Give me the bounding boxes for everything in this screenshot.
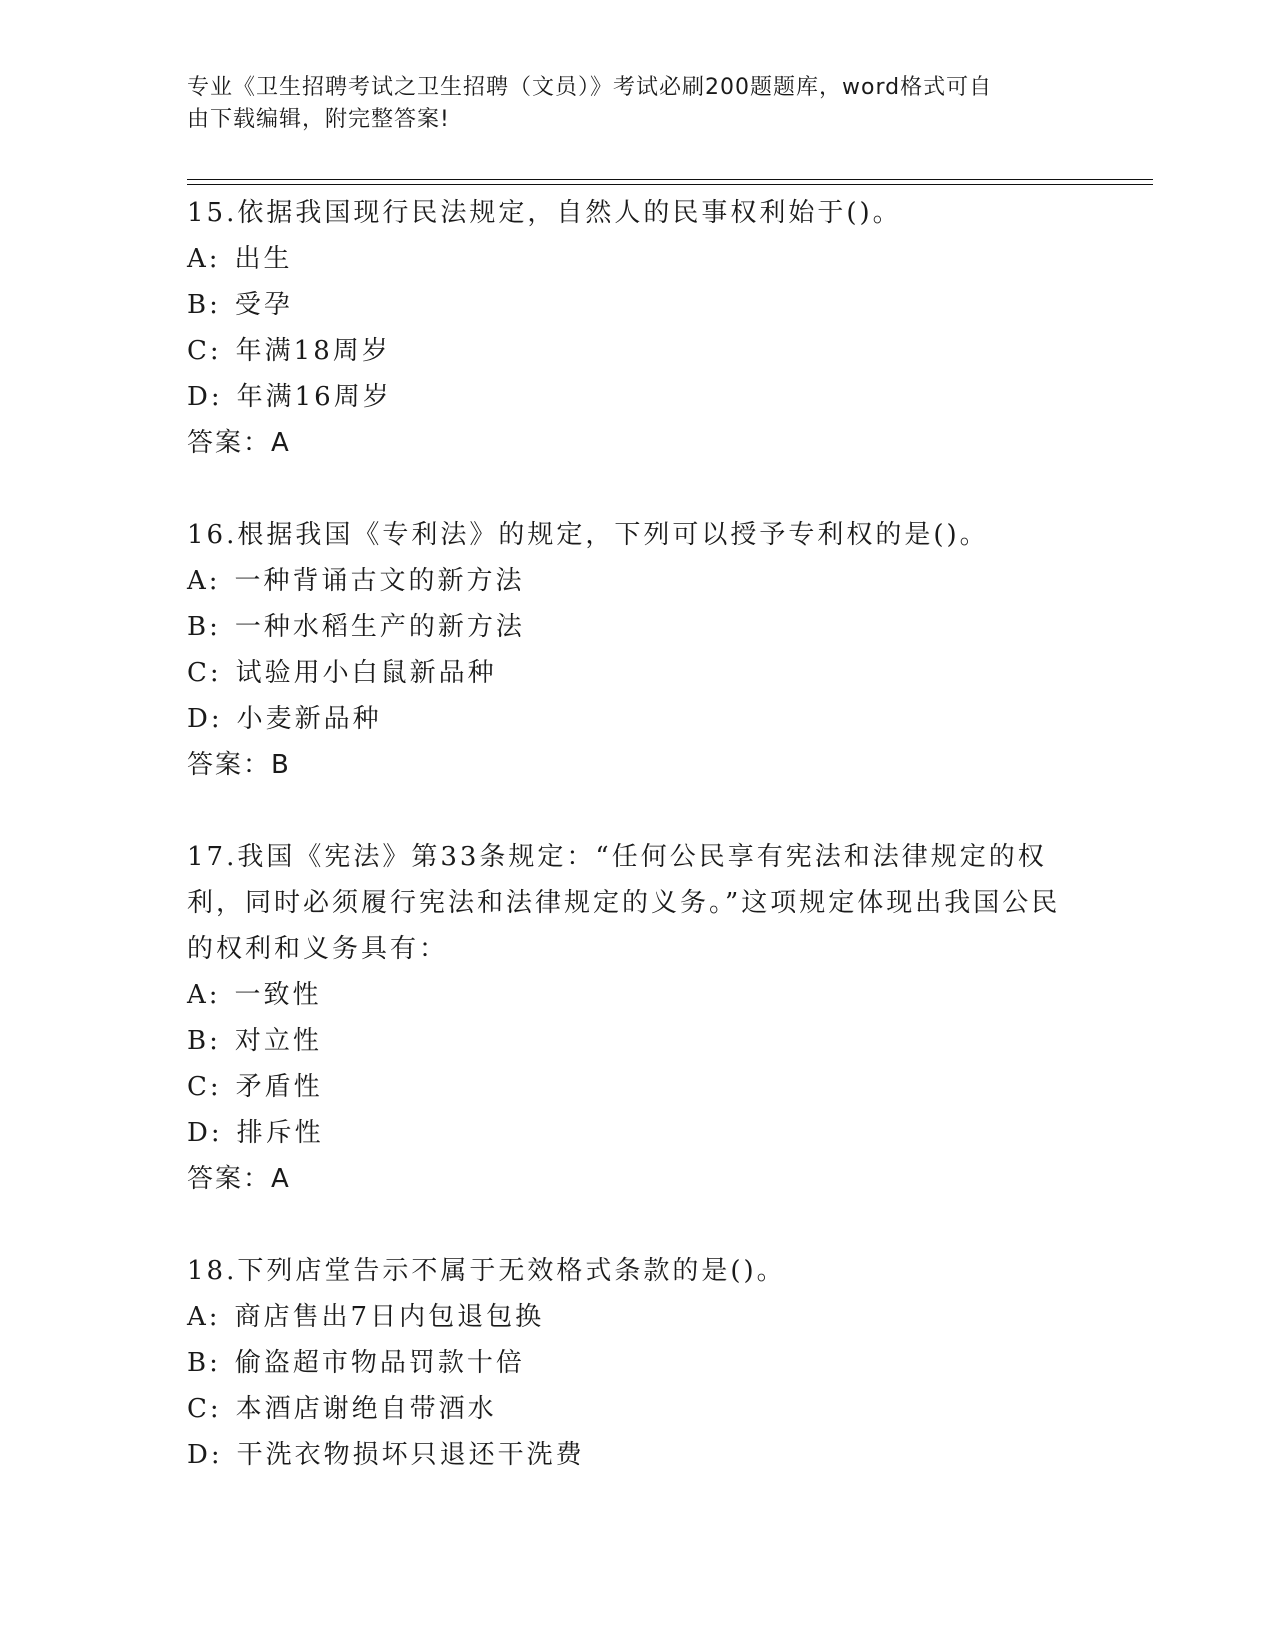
option-a [187,236,1067,282]
document-header [187,72,1067,136]
option-text: 矛盾性 [235,1072,323,1102]
option-d [187,1110,1067,1156]
option-c [187,328,1067,374]
option-letter: D: [187,1118,223,1148]
option-letter: C: [187,336,222,366]
option-text: 小麦新品种 [236,704,382,734]
option-text: 干洗衣物损坏只退还干洗费 [236,1440,585,1470]
option-text: 年满18周岁 [235,336,391,366]
option-b [187,1340,1067,1386]
header-line-1: 专业《卫生招聘考试之卫生招聘（文员）》考试必刷200题题库，word格式可自 [187,75,993,100]
option-letter: B: [187,612,221,642]
option-letter: D: [187,382,223,412]
option-d [187,1432,1067,1478]
option-c [187,650,1067,696]
option-text: 一种水稻生产的新方法 [234,612,525,642]
question-17 [187,834,1067,1202]
option-letter: B: [187,1026,221,1056]
option-letter: C: [187,1072,222,1102]
option-letter: D: [187,704,223,734]
option-b [187,604,1067,650]
question-15 [187,190,1067,466]
option-text: 本酒店谢绝自带酒水 [235,1394,497,1424]
option-text: 年满16周岁 [236,382,392,412]
option-text: 一种背诵古文的新方法 [234,566,525,596]
option-b [187,282,1067,328]
option-c [187,1064,1067,1110]
question-stem: 15.依据我国现行民法规定，自然人的民事权利始于()。 [187,198,902,228]
question-stem: 16.根据我国《专利法》的规定，下列可以授予专利权的是()。 [187,520,989,550]
option-text: 出生 [234,244,293,274]
option-a [187,558,1067,604]
option-letter: D: [187,1440,223,1470]
option-letter: C: [187,658,222,688]
option-text: 对立性 [234,1026,322,1056]
option-text: 试验用小白鼠新品种 [235,658,497,688]
header-divider-bottom [187,184,1153,185]
option-letter: B: [187,1348,221,1378]
option-text: 商店售出7日内包退包换 [234,1302,545,1332]
option-text: 受孕 [234,290,293,320]
question-list [187,190,1067,1524]
option-letter: A: [187,1302,221,1332]
option-d [187,696,1067,742]
option-letter: C: [187,1394,222,1424]
question-16 [187,512,1067,788]
option-c [187,1386,1067,1432]
option-a [187,972,1067,1018]
question-stem: 17.我国《宪法》第33条规定：“任何公民享有宪法和法律规定的权利，同时必须履行宪法和法律规定的义务。”这项规定体现出我国公民的权利和义务具有： [187,842,1061,964]
question-stem: 18.下列店堂告示不属于无效格式条款的是()。 [187,1256,786,1286]
option-letter: A: [187,244,221,274]
header-line-2: 由下载编辑，附完整答案! [187,107,450,132]
option-letter: A: [187,980,221,1010]
answer-line: 答案：A [187,428,291,458]
answer-line: 答案：A [187,1164,291,1194]
answer-line: 答案：B [187,750,291,780]
option-text: 偷盗超市物品罚款十倍 [234,1348,525,1378]
option-d [187,374,1067,420]
option-b [187,1018,1067,1064]
option-text: 一致性 [234,980,322,1010]
option-letter: B: [187,290,221,320]
option-text: 排斥性 [236,1118,324,1148]
header-divider-top [187,179,1153,180]
question-18 [187,1248,1067,1478]
option-letter: A: [187,566,221,596]
option-a [187,1294,1067,1340]
